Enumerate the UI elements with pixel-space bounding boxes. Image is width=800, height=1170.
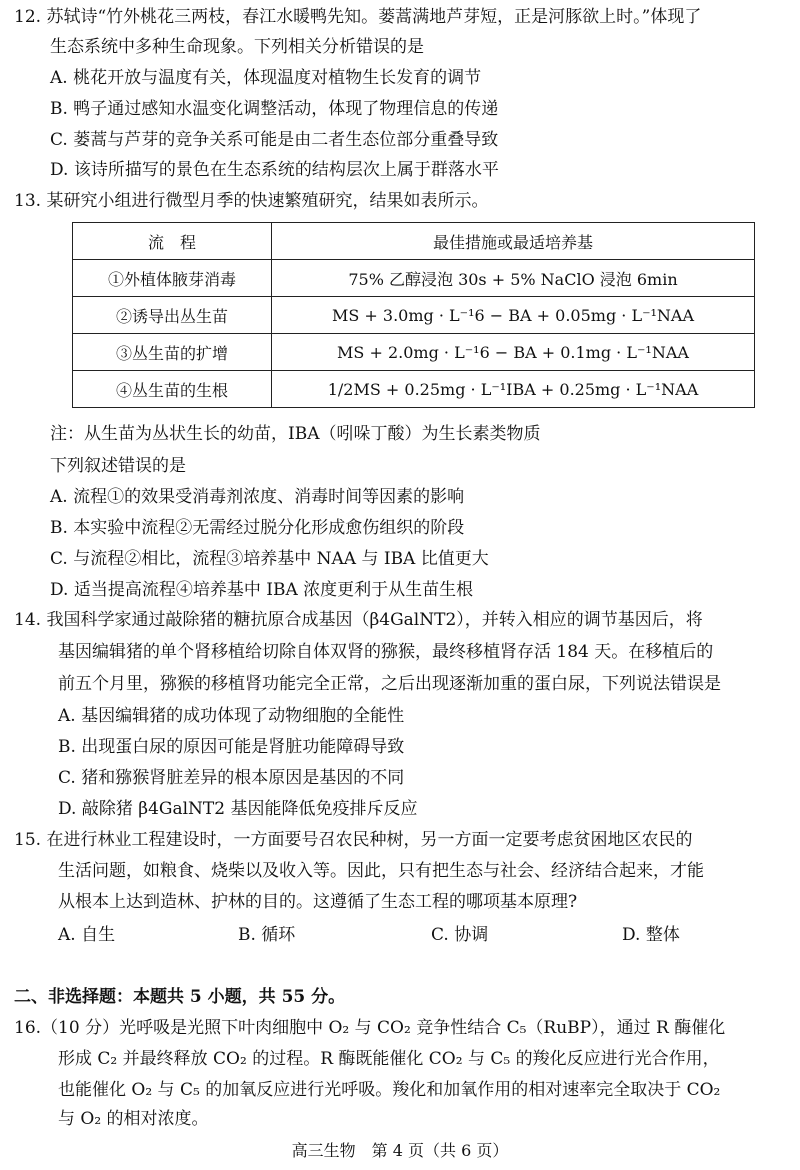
q14-option-b: B. 出现蛋白尿的原因可能是肾脏功能障碍导致 [58, 737, 405, 757]
q14-stem-line2: 基因编辑猪的单个肾移植给切除自体双肾的猕猴，最终移植肾存活 184 天。在移植后的 [58, 642, 714, 662]
q14-option-d: D. 敲除猪 β4GalNT2 基因能降低免疫排斥反应 [58, 799, 418, 819]
q15-stem-line2: 生活问题，如粮食、烧柴以及收入等。因此，只有把生态与社会、经济结合起来，才能 [58, 861, 704, 881]
table-row [73, 334, 755, 371]
q13-note: 注：从生苗为丛状生长的幼苗，IBA（吲哚丁酸）为生长素类物质 [50, 424, 541, 444]
q14-option-a: A. 基因编辑猪的成功体现了动物细胞的全能性 [58, 706, 405, 726]
page-footer: 高三生物 第 4 页（共 6 页） [291, 1141, 509, 1160]
table-cell: ③丛生苗的扩增 [73, 334, 272, 371]
q16-stem-line3: 也能催化 O₂ 与 C₅ 的加氧反应进行光呼吸。羧化和加氧作用的相对速率完全取决于 CO₂ [58, 1080, 721, 1100]
q15-option-d: D. 整体 [622, 925, 680, 945]
q14-stem-line3: 前五个月里，猕猴的移植肾功能完全正常，之后出现逐渐加重的蛋白尿，下列说法错误是 [58, 674, 721, 694]
q13-stem: 13. 某研究小组进行微型月季的快速繁殖研究，结果如表所示。 [14, 191, 489, 211]
table-cell: ②诱导出丛生苗 [73, 297, 272, 334]
table-cell: ①外植体腋芽消毒 [73, 260, 272, 297]
q12-stem-line1: 12. 苏轼诗“竹外桃花三两枝，春江水暖鸭先知。蒌蒿满地芦芽短，正是河豚欲上时。”体现了 [14, 7, 702, 27]
q12-stem-line2: 生态系统中多种生命现象。下列相关分析错误的是 [50, 37, 424, 57]
q16-stem-line1: 16.（10 分）光呼吸是光照下叶肉细胞中 O₂ 与 CO₂ 竞争性结合 C₅（RuBP），通过 R 酶催化 [14, 1018, 726, 1038]
q15-option-a: A. 自生 [58, 925, 116, 945]
table-cell: 75% 乙醇浸泡 30s + 5% NaClO 浸泡 6min [272, 260, 755, 297]
q16-stem-line4: 与 O₂ 的相对浓度。 [58, 1109, 209, 1129]
table-cell: MS + 3.0mg · L⁻¹6 − BA + 0.05mg · L⁻¹NAA [272, 297, 755, 334]
q15-stem-line1: 15. 在进行林业工程建设时，一方面要号召农民种树，另一方面一定要考虑贫困地区农民的 [14, 830, 693, 850]
table-header-row [73, 223, 755, 260]
q13-option-c: C. 与流程②相比，流程③培养基中 NAA 与 IBA 比值更大 [50, 549, 489, 569]
table-header-cell: 最佳措施或最适培养基 [272, 223, 755, 260]
q15-stem-line3: 从根本上达到造林、护林的目的。这遵循了生态工程的哪项基本原理? [58, 892, 578, 912]
q13-option-b: B. 本实验中流程②无需经过脱分化形成愈伤组织的阶段 [50, 518, 465, 538]
q13-option-a: A. 流程①的效果受消毒剂浓度、消毒时间等因素的影响 [50, 487, 465, 507]
table-row [73, 297, 755, 334]
table-header-cell: 流 程 [73, 223, 272, 260]
q13-prompt: 下列叙述错误的是 [50, 456, 186, 476]
table-cell: ④丛生苗的生根 [73, 371, 272, 408]
table-cell: 1/2MS + 0.25mg · L⁻¹IBA + 0.25mg · L⁻¹NAA [272, 371, 755, 408]
q12-option-b: B. 鸭子通过感知水温变化调整活动，体现了物理信息的传递 [50, 99, 499, 119]
q14-stem-line1: 14. 我国科学家通过敲除猪的糖抗原合成基因（β4GalNT2），并转入相应的调节基因后，将 [14, 610, 703, 630]
q14-option-c: C. 猪和猕猴肾脏差异的根本原因是基因的不同 [58, 768, 405, 788]
q12-option-a: A. 桃花开放与温度有关，体现温度对植物生长发育的调节 [50, 68, 482, 88]
q12-option-d: D. 该诗所描写的景色在生态系统的结构层次上属于群落水平 [50, 160, 499, 180]
q15-option-b: B. 循环 [238, 925, 296, 945]
section-title: 二、非选择题：本题共 5 小题，共 55 分。 [14, 987, 346, 1007]
table-row [73, 260, 755, 297]
q16-stem-line2: 形成 C₂ 并最终释放 CO₂ 的过程。R 酶既能催化 CO₂ 与 C₅ 的羧化反应进行光合作用， [58, 1049, 720, 1069]
q12-option-c: C. 蒌蒿与芦芽的竞争关系可能是由二者生态位部分重叠导致 [50, 130, 499, 150]
table-row [73, 371, 755, 408]
q15-option-c: C. 协调 [431, 925, 489, 945]
experiment-table [72, 222, 755, 408]
table-cell: MS + 2.0mg · L⁻¹6 − BA + 0.1mg · L⁻¹NAA [272, 334, 755, 371]
q13-option-d: D. 适当提高流程④培养基中 IBA 浓度更利于从生苗生根 [50, 580, 474, 600]
